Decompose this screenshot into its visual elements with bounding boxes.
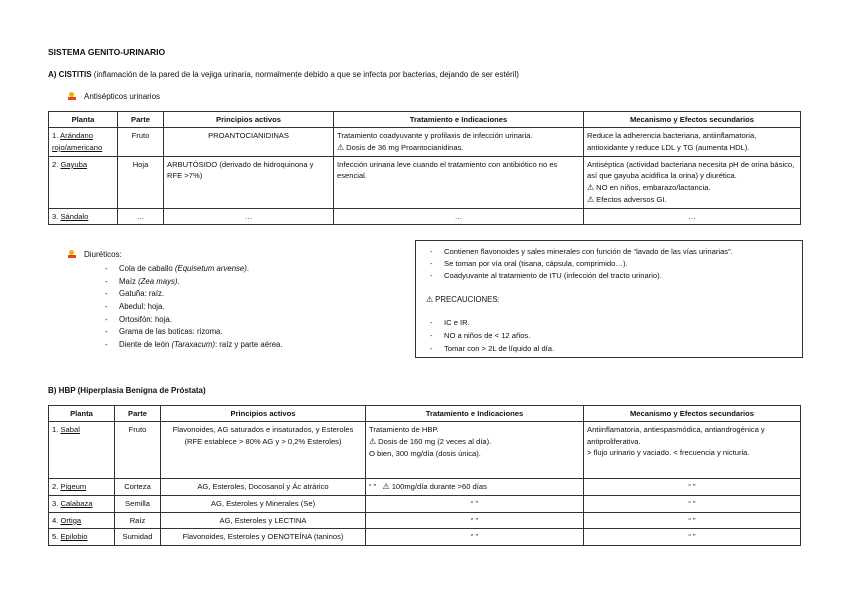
list-item: - Se toman por vía oral (tisana, cápsula, comprimido…). (444, 258, 800, 270)
table-row (49, 479, 801, 496)
section-a-title: A) CISTITIS (48, 70, 92, 79)
treatment-cell: … (334, 208, 584, 224)
ditto-mark: “ ” (369, 482, 377, 492)
list-item: - Abedul: hoja. (119, 301, 283, 314)
diuretics-list (119, 263, 283, 351)
row-number: 3. (52, 211, 59, 221)
list-item: - Ortosifón: hoja. (119, 314, 283, 327)
plant-link-pigeum[interactable]: Pigeum (60, 482, 87, 492)
plant-link-calabaza[interactable]: Calabaza (60, 499, 93, 509)
plant-cell (49, 128, 118, 156)
section-a-description: (inflamación de la pared de la vejiga urinaria, normalmente debido a que se infecta por bacterias, dejando de ser estéril) (93, 70, 519, 79)
part-cell: Hoja (118, 156, 164, 208)
header-parte: Parte (115, 406, 161, 422)
plant-link-arandano[interactable]: Arándano rojo/americano (52, 131, 103, 152)
actives-cell: Flavonoides, Esteroles y OENOTEÍNA (taninos) (161, 529, 366, 545)
part-cell: Raíz (115, 512, 161, 528)
treatment-dose: Dosis de 36 mg Proantocianidinas. (346, 142, 464, 152)
actives-cell: … (164, 208, 334, 224)
bullet-icon (68, 92, 76, 100)
mechanism-warning (587, 194, 797, 206)
table-row (49, 512, 801, 528)
table-header-row (49, 112, 801, 128)
part-cell: Fruto (115, 422, 161, 479)
info-list (444, 246, 800, 282)
mechanism-cell: “ ” (584, 479, 801, 496)
mechanism-cell: … (584, 208, 801, 224)
header-mecanismo: Mecanismo y Efectos secundarios (584, 406, 801, 422)
row-number: 4. (52, 515, 59, 525)
plant-cell (49, 529, 115, 545)
row-number: 2. (52, 482, 59, 492)
list-item: - Contienen flavonoides y sales minerales con función de “lavado de las vías urinarias”. (444, 246, 800, 258)
mechanism-cell: “ ” (584, 496, 801, 512)
mechanism-cell: “ ” (584, 512, 801, 528)
hbp-table (48, 405, 801, 546)
part-cell: Semilla (115, 496, 161, 512)
part-cell: … (118, 208, 164, 224)
treatment-dose: 100mg/día durante >60 días (391, 482, 487, 492)
mechanism-cell: Reduce la adherencia bacteriana, antiinflamatoria, antioxidante y reduce LDL y TG (aumenta HDL). (584, 128, 801, 156)
plant-cell (49, 479, 115, 496)
plant-link-sabal[interactable]: Sabal (60, 425, 80, 435)
plant-cell (49, 156, 118, 208)
header-parte: Parte (118, 112, 164, 128)
table-row (49, 496, 801, 512)
treatment-warning (369, 436, 580, 448)
section-b-heading: B) HBP (Hiperplasia Benigna de Próstata) (48, 386, 206, 395)
mechanism-cell (584, 156, 801, 208)
precautions-heading: ⚠ PRECAUCIONES: (426, 295, 500, 304)
list-item: - Coadyuvante al tratamiento de ITU (infección del tracto urinario). (444, 270, 800, 282)
diuretics-info-box (415, 240, 803, 358)
part-cell: Corteza (115, 479, 161, 496)
table-row (49, 208, 801, 224)
table-row (49, 422, 801, 479)
bullet-icon (68, 250, 76, 258)
row-number: 5. (52, 532, 59, 542)
mechanism-line: > flujo urinario y vaciado. < frecuencia y nicturia. (587, 448, 750, 458)
warning-icon: ⚠ (587, 182, 595, 192)
plant-link-ortiga[interactable]: Ortiga (60, 515, 82, 525)
header-planta: Planta (49, 112, 118, 128)
row-number: 1. (52, 131, 59, 141)
actives-cell: AG, Esteroles y Minerales (Se) (161, 496, 366, 512)
actives-cell: PROANTOCIANIDINAS (164, 128, 334, 156)
header-planta: Planta (49, 406, 115, 422)
list-item: - Diente de león (Taraxacum): raíz y parte aérea. (119, 339, 283, 352)
plant-link-gayuba[interactable]: Gayuba (60, 159, 88, 169)
plant-cell (49, 496, 115, 512)
plant-cell (49, 512, 115, 528)
treatment-cell: “ ” (366, 496, 584, 512)
mechanism-line: Antiinflamatoria, antiespasmódica, antiandrogénica y antiproliferativa. (587, 425, 765, 446)
plant-cell (49, 422, 115, 479)
cistitis-table (48, 111, 801, 225)
treatment-cell (334, 128, 584, 156)
list-item: - Tomar con > 2L de líquido al día. (444, 343, 554, 356)
warning-icon: ⚠ (337, 142, 345, 152)
treatment-dose: Dosis de 160 mg (2 veces al día). (378, 436, 492, 446)
list-item: - Maíz (Zea mays). (119, 276, 283, 289)
plant-cell (49, 208, 118, 224)
header-principios: Principios activos (164, 112, 334, 128)
treatment-line: Tratamiento de HBP. (369, 425, 439, 435)
plant-link-sandalo[interactable]: Sándalo (60, 211, 89, 221)
actives-cell: AG, Esteroles, Docosanol y Ác atrárico (161, 479, 366, 496)
treatment-line: O bien, 300 mg/día (dosis única). (369, 448, 481, 458)
list-item: - Gatuña: raíz. (119, 288, 283, 301)
precautions-list (444, 317, 554, 355)
warning-icon: ⚠ (587, 194, 595, 204)
warning-icon: ⚠ (382, 482, 390, 492)
treatment-warning (337, 142, 580, 154)
list-item: - NO a niños de < 12 años. (444, 330, 554, 343)
header-tratamiento: Tratamiento e Indicaciones (334, 112, 584, 128)
actives-cell: ARBUTÓSIDO (derivado de hidroquinona y RFE >7%) (164, 156, 334, 208)
mechanism-warning (587, 182, 797, 194)
mechanism-cell: “ ” (584, 529, 801, 545)
table-header-row (49, 406, 801, 422)
list-item: - Cola de caballo (Equisetum arvense). (119, 263, 283, 276)
actives-note: (RFE establece > 80% AG y > 0,2% Esteroles) (184, 436, 342, 446)
table-row (49, 128, 801, 156)
antiseptics-label: Antisépticos urinarios (84, 92, 161, 101)
header-tratamiento: Tratamiento e Indicaciones (366, 406, 584, 422)
mechanism-warning-text: Efectos adversos GI. (596, 194, 667, 204)
mechanism-warning-text: NO en niños, embarazo/lactancia. (596, 182, 711, 192)
table-row (49, 156, 801, 208)
treatment-line: Tratamiento coadyuvante y profilaxis de infección urinaria. (337, 131, 533, 141)
actives-line: Flavonoides, AG saturados e insaturados, y Esteroles (172, 425, 354, 435)
diuretics-label-row (68, 250, 122, 261)
row-number: 2. (52, 159, 59, 169)
document-title: SISTEMA GENITO-URINARIO (48, 47, 166, 57)
header-mecanismo: Mecanismo y Efectos secundarios (584, 112, 801, 128)
treatment-cell: “ ” (366, 512, 584, 528)
warning-icon: ⚠ (369, 436, 377, 446)
part-cell: Fruto (118, 128, 164, 156)
warning-icon: ⚠ (426, 295, 434, 304)
part-cell: Sumidad (115, 529, 161, 545)
section-a-heading (48, 70, 519, 81)
mechanism-cell (584, 422, 801, 479)
treatment-cell (366, 422, 584, 479)
row-number: 3. (52, 499, 59, 509)
actives-cell: AG, Esteroles y LECTINA (161, 512, 366, 528)
list-item: - IC e IR. (444, 317, 554, 330)
list-item: - Grama de las boticas: rizoma. (119, 326, 283, 339)
plant-link-epilobio[interactable]: Epilobio (60, 532, 88, 542)
mechanism-line: Antiséptica (actividad bacteriana necesita pH de orina básico, así que gayuba acidifica la orina) y diurética. (587, 159, 795, 181)
actives-cell (161, 422, 366, 479)
table-row (49, 529, 801, 545)
antiseptics-label-row (68, 92, 160, 103)
treatment-cell: “ ” (366, 529, 584, 545)
row-number: 1. (52, 425, 59, 435)
diuretics-label: Diuréticos: (84, 250, 122, 259)
treatment-cell: Infección urinaria leve cuando el tratamiento con antibiótico no es esencial. (334, 156, 584, 208)
treatment-cell (366, 479, 584, 496)
header-principios: Principios activos (161, 406, 366, 422)
